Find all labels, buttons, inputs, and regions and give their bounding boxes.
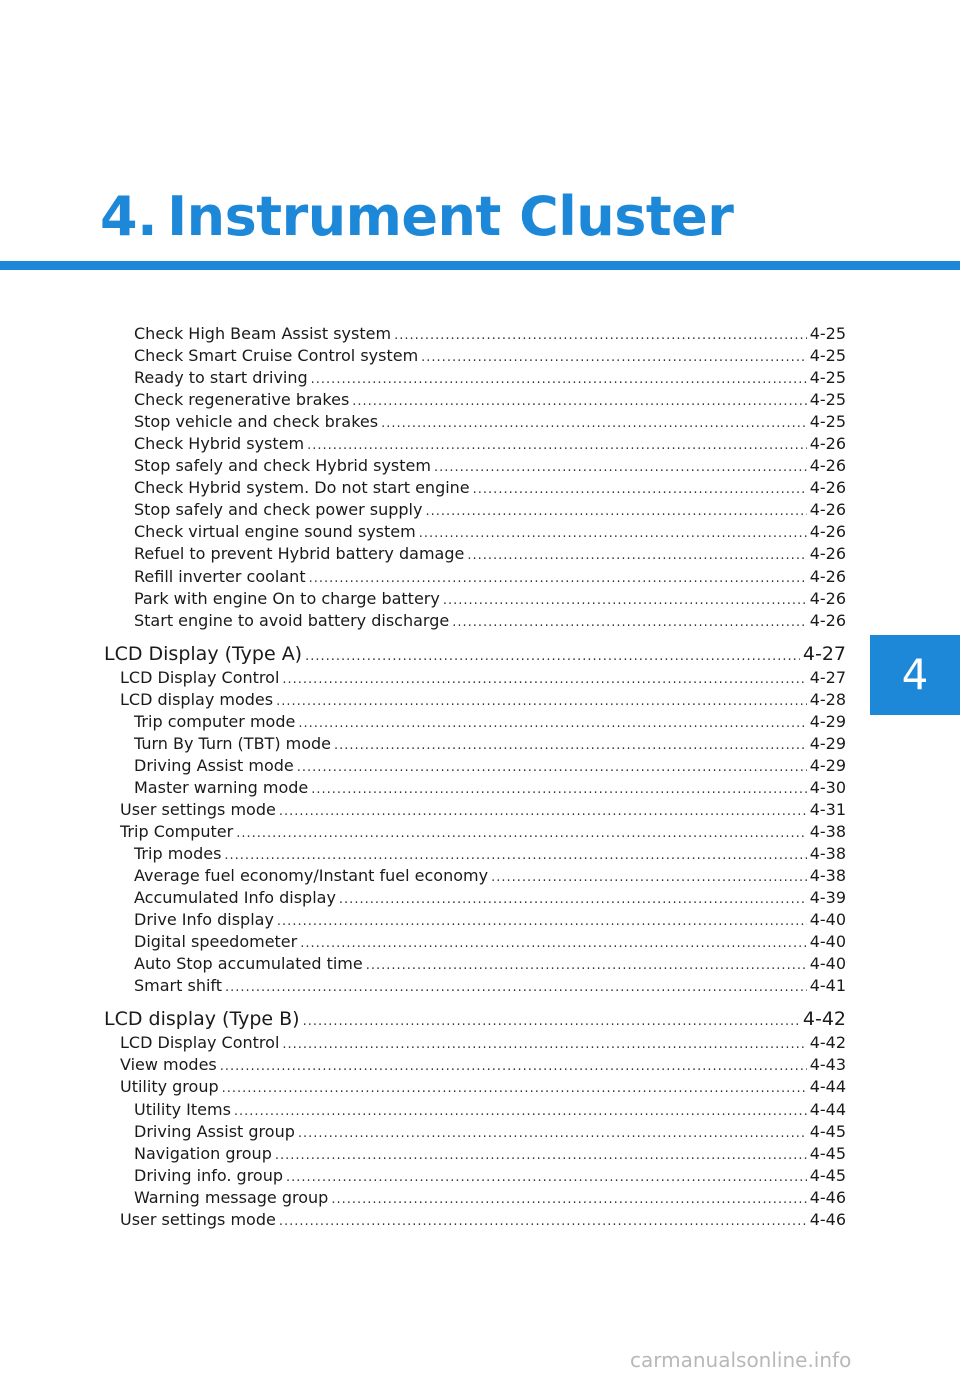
toc-entry[interactable] <box>104 667 846 689</box>
toc-entry[interactable] <box>104 755 846 777</box>
toc-entry-title: Turn By Turn (TBT) mode <box>134 733 332 753</box>
toc-entry-page: 4-29 <box>809 755 846 775</box>
dot-leader <box>224 845 806 867</box>
toc-entry-page: 4-26 <box>809 522 846 542</box>
dot-leader <box>334 735 807 757</box>
toc-entry[interactable] <box>104 1187 846 1209</box>
toc-entry-page: 4-27 <box>802 642 846 665</box>
toc-entry-page: 4-42 <box>809 1033 846 1053</box>
dot-leader <box>473 479 807 501</box>
dot-leader <box>305 644 800 670</box>
toc-entry[interactable] <box>104 777 846 799</box>
toc-entry[interactable] <box>104 799 846 821</box>
toc-entry-title: Accumulated Info display <box>134 888 336 908</box>
toc-section-heading[interactable] <box>104 1006 846 1032</box>
dot-leader <box>220 1056 807 1078</box>
toc-entry-page: 4-25 <box>809 390 846 410</box>
toc-entry-title: Driving Assist mode <box>134 755 294 775</box>
dot-leader <box>236 823 806 845</box>
toc-entry-title: Park with engine On to charge battery <box>134 588 440 608</box>
toc-entry-page: 4-45 <box>809 1165 846 1185</box>
toc-entry-title: User settings mode <box>120 1209 276 1229</box>
toc-entry[interactable] <box>104 1099 846 1121</box>
toc-entry[interactable] <box>104 1209 846 1231</box>
toc-entry-page: 4-38 <box>809 866 846 886</box>
dot-leader <box>282 1034 806 1056</box>
toc-entry-title: User settings mode <box>120 799 276 819</box>
toc-entry-title: Driving info. group <box>134 1165 284 1185</box>
toc-entry-page: 4-27 <box>809 667 846 687</box>
toc-entry-page: 4-38 <box>809 821 846 841</box>
dot-leader <box>491 867 807 889</box>
toc-entry-page: 4-45 <box>809 1121 846 1141</box>
dot-leader <box>298 1123 807 1145</box>
toc-entry-title: Drive Info display <box>134 910 274 930</box>
toc-entry-page: 4-44 <box>809 1077 846 1097</box>
toc-entry-title: LCD Display (Type A) <box>104 642 303 665</box>
toc-entry[interactable] <box>104 931 846 953</box>
toc-entry-page: 4-25 <box>809 368 846 388</box>
toc-entry-page: 4-31 <box>809 799 846 819</box>
toc-entry[interactable] <box>104 389 846 411</box>
dot-leader <box>452 612 807 634</box>
watermark: carmanualsonline.info <box>630 1348 852 1372</box>
dot-leader <box>425 501 806 523</box>
toc-entry-title: Utility group <box>120 1077 219 1097</box>
toc-entry-title: View modes <box>120 1055 217 1075</box>
toc-entry[interactable] <box>104 588 846 610</box>
toc-entry[interactable] <box>104 610 846 632</box>
toc-entry[interactable] <box>104 543 846 565</box>
dot-leader <box>298 713 806 735</box>
toc-entry-page: 4-38 <box>809 844 846 864</box>
toc-entry-title: Check regenerative brakes <box>134 390 350 410</box>
toc-entry-title: Stop vehicle and check brakes <box>134 412 379 432</box>
toc-entry[interactable] <box>104 975 846 997</box>
dot-leader <box>279 801 807 823</box>
dot-leader <box>366 955 807 977</box>
toc-entry-page: 4-44 <box>809 1099 846 1119</box>
toc-entry-page: 4-43 <box>809 1055 846 1075</box>
dot-leader <box>222 1078 807 1100</box>
toc-entry-title: Master warning mode <box>134 777 309 797</box>
toc-entry-title: Check High Beam Assist system <box>134 324 392 343</box>
dot-leader <box>443 590 807 612</box>
dot-leader <box>311 779 806 801</box>
dot-leader <box>234 1101 807 1123</box>
dot-leader <box>434 457 807 479</box>
toc-entry[interactable] <box>104 477 846 499</box>
toc-entry-title: Start engine to avoid battery discharge <box>134 610 450 630</box>
dot-leader <box>311 369 807 391</box>
table-of-contents <box>104 323 846 1231</box>
toc-entry-page: 4-29 <box>809 711 846 731</box>
toc-entry-title: Check Hybrid system. Do not start engine <box>134 478 470 498</box>
toc-entry[interactable] <box>104 865 846 887</box>
toc-entry-title: LCD display modes <box>120 689 274 709</box>
toc-entry-page: 4-26 <box>809 478 846 498</box>
toc-entry-title: Stop safely and check Hybrid system <box>134 456 431 476</box>
dot-leader <box>303 1009 800 1035</box>
toc-entry-title: Refill inverter coolant <box>134 566 306 586</box>
toc-entry-title: Warning message group <box>134 1187 329 1207</box>
dot-leader <box>275 1145 807 1167</box>
toc-entry[interactable] <box>104 455 846 477</box>
toc-section-heading[interactable] <box>104 641 846 667</box>
toc-entry-title: Refuel to prevent Hybrid battery damage <box>134 544 465 564</box>
dot-leader <box>394 325 807 347</box>
dot-leader <box>352 391 806 413</box>
toc-entry[interactable] <box>104 521 846 543</box>
toc-entry[interactable] <box>104 499 846 521</box>
toc-entry[interactable] <box>104 953 846 975</box>
toc-entry[interactable] <box>104 1076 846 1098</box>
toc-entry[interactable] <box>104 1143 846 1165</box>
dot-leader <box>276 691 807 713</box>
toc-entry-title: Auto Stop accumulated time <box>134 954 363 974</box>
toc-entry-page: 4-26 <box>809 456 846 476</box>
title-rule <box>0 261 960 270</box>
toc-entry-title: Ready to start driving <box>134 368 308 388</box>
dot-leader <box>421 347 807 369</box>
toc-entry-page: 4-40 <box>809 932 846 952</box>
toc-entry[interactable] <box>104 1121 846 1143</box>
toc-entry-title: Stop safely and check power supply <box>134 500 423 520</box>
toc-entry-page: 4-40 <box>809 954 846 974</box>
toc-entry-page: 4-29 <box>809 733 846 753</box>
dot-leader <box>277 911 807 933</box>
toc-entry[interactable] <box>104 887 846 909</box>
dot-leader <box>279 1211 807 1233</box>
dot-leader <box>331 1189 806 1211</box>
dot-leader <box>282 669 806 691</box>
toc-entry-title: Trip modes <box>134 844 222 864</box>
toc-entry-title: Navigation group <box>134 1143 272 1163</box>
toc-entry-page: 4-26 <box>809 610 846 630</box>
toc-entry-page: 4-26 <box>809 566 846 586</box>
toc-entry-title: Check Hybrid system <box>134 434 305 454</box>
toc-entry-title: Digital speedometer <box>134 932 298 952</box>
toc-entry[interactable] <box>104 843 846 865</box>
dot-leader <box>339 889 807 911</box>
toc-entry-title: LCD Display Control <box>120 1033 280 1053</box>
toc-entry-title: Trip Computer <box>120 821 234 841</box>
toc-entry-page: 4-41 <box>809 976 846 996</box>
toc-entry[interactable] <box>104 323 846 345</box>
dot-leader <box>297 757 807 779</box>
toc-entry-page: 4-26 <box>809 434 846 454</box>
chapter-side-tab[interactable]: 4 <box>870 635 960 715</box>
toc-entry-page: 4-46 <box>809 1187 846 1207</box>
toc-entry-page: 4-45 <box>809 1143 846 1163</box>
dot-leader <box>381 413 807 435</box>
toc-entry-page: 4-46 <box>809 1209 846 1229</box>
dot-leader <box>300 933 806 955</box>
toc-entry-page: 4-26 <box>809 500 846 520</box>
toc-entry-title: LCD display (Type B) <box>104 1008 300 1031</box>
toc-entry-title: Trip computer mode <box>134 711 296 731</box>
toc-entry[interactable] <box>104 566 846 588</box>
toc-entry[interactable] <box>104 1032 846 1054</box>
toc-entry-page: 4-39 <box>809 888 846 908</box>
toc-entry-title: Average fuel economy/Instant fuel economy <box>134 866 489 886</box>
toc-entry-page: 4-25 <box>809 346 846 366</box>
toc-entry[interactable] <box>104 821 846 843</box>
toc-entry[interactable] <box>104 909 846 931</box>
toc-entry[interactable] <box>104 367 846 389</box>
toc-entry-title: LCD Display Control <box>120 667 280 687</box>
dot-leader <box>309 568 807 590</box>
toc-entry[interactable] <box>104 733 846 755</box>
dot-leader <box>467 545 806 567</box>
toc-entry-title: Check Smart Cruise Control system <box>134 346 419 366</box>
toc-entry-page: 4-26 <box>809 588 846 608</box>
toc-entry[interactable] <box>104 433 846 455</box>
toc-entry-page: 4-28 <box>809 689 846 709</box>
toc-entry-page: 4-40 <box>809 910 846 930</box>
chapter-number: 4. <box>100 185 158 248</box>
chapter-name: Instrument Cluster <box>167 185 734 248</box>
dot-leader <box>307 435 807 457</box>
toc-entry[interactable] <box>104 1165 846 1187</box>
dot-leader <box>419 523 807 545</box>
toc-entry-page: 4-26 <box>809 544 846 564</box>
toc-entry[interactable] <box>104 689 846 711</box>
toc-entry-page: 4-25 <box>809 412 846 432</box>
toc-entry-page: 4-25 <box>809 324 846 343</box>
toc-entry-page: 4-42 <box>802 1008 846 1031</box>
chapter-title <box>100 185 733 248</box>
toc-entry-title: Driving Assist group <box>134 1121 295 1141</box>
toc-entry-title: Check virtual engine sound system <box>134 522 416 542</box>
toc-entry[interactable] <box>104 711 846 733</box>
toc-entry-title: Smart shift <box>134 976 223 996</box>
toc-entry-page: 4-30 <box>809 777 846 797</box>
toc-entry[interactable] <box>104 1054 846 1076</box>
dot-leader <box>225 977 807 999</box>
toc-entry-title: Utility Items <box>134 1099 231 1119</box>
toc-entry[interactable] <box>104 345 846 367</box>
toc-entry[interactable] <box>104 411 846 433</box>
dot-leader <box>286 1167 807 1189</box>
